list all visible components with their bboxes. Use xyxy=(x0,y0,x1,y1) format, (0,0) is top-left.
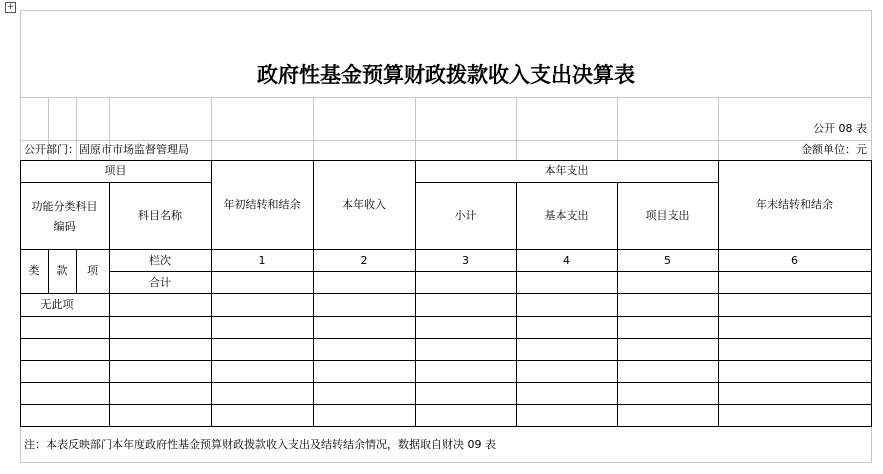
total-row-label: 合计 xyxy=(149,276,171,289)
header-kuan: 款 xyxy=(56,264,68,277)
column-number: 5 xyxy=(664,254,671,267)
column-number: 3 xyxy=(462,254,469,267)
header-func-code: 功能分类科目 xyxy=(31,200,98,213)
header-opening-balance: 年初结转和结余 xyxy=(223,198,301,211)
header-subtotal: 小计 xyxy=(454,209,477,222)
form-code: 公开 08 表 xyxy=(813,122,867,135)
header-closing-balance: 年末结转和结余 xyxy=(756,198,833,211)
table-row: 无此项 xyxy=(40,298,74,311)
page-title: 政府性基金预算财政拨款收入支出决算表 xyxy=(257,62,635,87)
row-col-label: 栏次 xyxy=(149,254,171,267)
header-item: 项目 xyxy=(104,164,127,177)
header-annual-income: 本年收入 xyxy=(342,198,386,211)
footnote: 注：本表反映部门本年度政府性基金预算财政拨款收入支出及结转结余情况，数据取自财决 09 表 xyxy=(24,438,496,451)
column-number: 4 xyxy=(563,254,570,267)
table-move-handle-icon[interactable]: + xyxy=(6,2,15,12)
column-number: 2 xyxy=(360,254,368,267)
header-lei: 类 xyxy=(28,264,40,277)
header-basic-expense: 基本支出 xyxy=(544,209,589,222)
header-xiang: 项 xyxy=(87,264,98,277)
header-annual-expense: 本年支出 xyxy=(544,164,589,177)
header-subject-name: 科目名称 xyxy=(138,209,182,222)
department-label: 公开部门：固原市市场监督管理局 xyxy=(24,143,189,156)
header-code: 编码 xyxy=(53,220,76,233)
column-number: 1 xyxy=(258,254,266,267)
unit-label: 金额单位：元 xyxy=(801,143,867,156)
column-number: 6 xyxy=(791,254,798,267)
header-project-expense: 项目支出 xyxy=(645,209,690,222)
